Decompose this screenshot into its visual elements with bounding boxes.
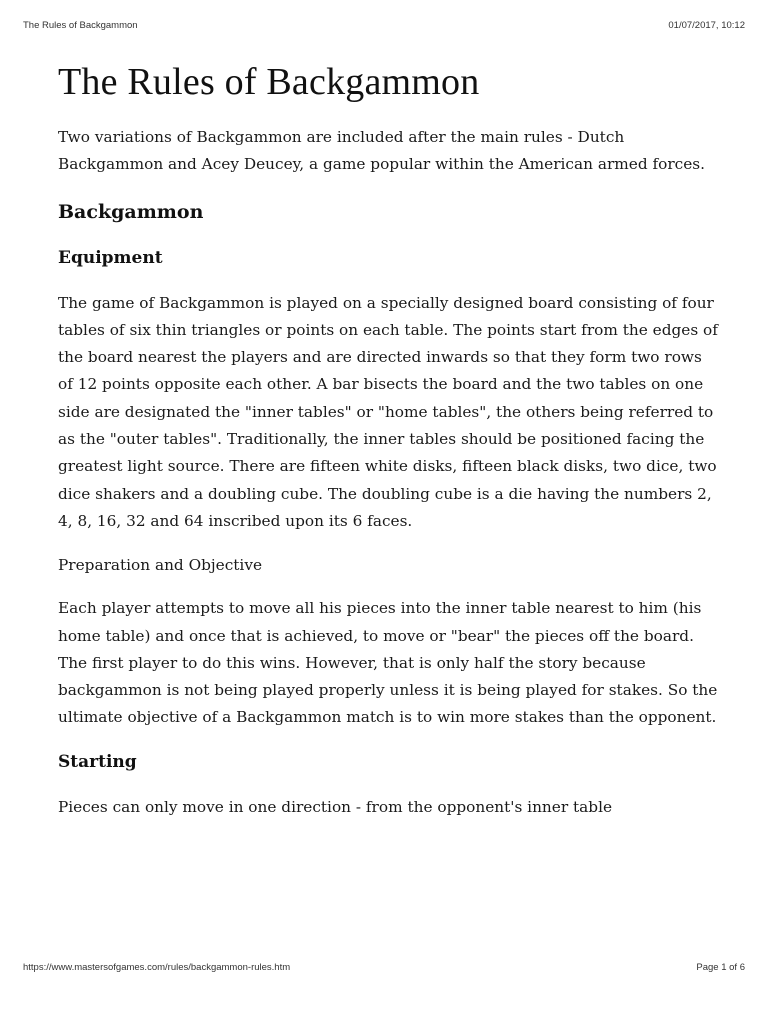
print-header-title: The Rules of Backgammon (23, 20, 138, 31)
intro-paragraph: Two variations of Backgammon are included after the main rules - Dutch Backgammon and Acey Deucey, a game popular within the American armed forces. (58, 128, 705, 174)
starting-heading: Starting (58, 751, 137, 772)
preparation-heading: Preparation and Objective (58, 556, 263, 575)
equipment-paragraph: The game of Backgammon is played on a specially designed board consisting of four tables of six thin triangles or points on each table. The points start from the edges of the board nearest the players and are directed inwards so that they form two rows of 12 points opposite each other. A bar bisects the board and the two tables on one side are designated the "inner tables" or "home tables", the others being referred to as the "outer tables". Traditionally, the inner tables should be positioned facing the greatest light source. There are fifteen white disks, fifteen black disks, two dice, two dice shakers and a doubling cube. The doubling cube is a die having the numbers 2, 4, 8, 16, 32 and 64 inscribed upon its 6 faces. (58, 293, 718, 530)
print-footer-page-indicator: Page 1 of 6 (696, 962, 745, 973)
print-footer-url[interactable]: https://www.mastersofgames.com/rules/backgammon-rules.htm (23, 962, 291, 973)
print-header-datetime: 01/07/2017, 10:12 (668, 20, 745, 31)
equipment-heading: Equipment (58, 247, 163, 268)
page-title: The Rules of Backgammon (58, 61, 480, 103)
article-content (58, 58, 718, 839)
print-header (23, 20, 745, 31)
print-footer (23, 962, 745, 973)
section-heading-backgammon: Backgammon (58, 200, 204, 223)
starting-paragraph: Pieces can only move in one direction - from the opponent's inner table (58, 797, 613, 816)
preparation-paragraph: Each player attempts to move all his pieces into the inner table nearest to him (his home table) and once that is achieved, to move or "bear" the pieces off the board. The first player to do this wins. However, that is only half the story because backgammon is not being played properly unless it is being played for stakes. So the ultimate objective of a Backgammon match is to win more stakes than the opponent. (58, 599, 718, 727)
